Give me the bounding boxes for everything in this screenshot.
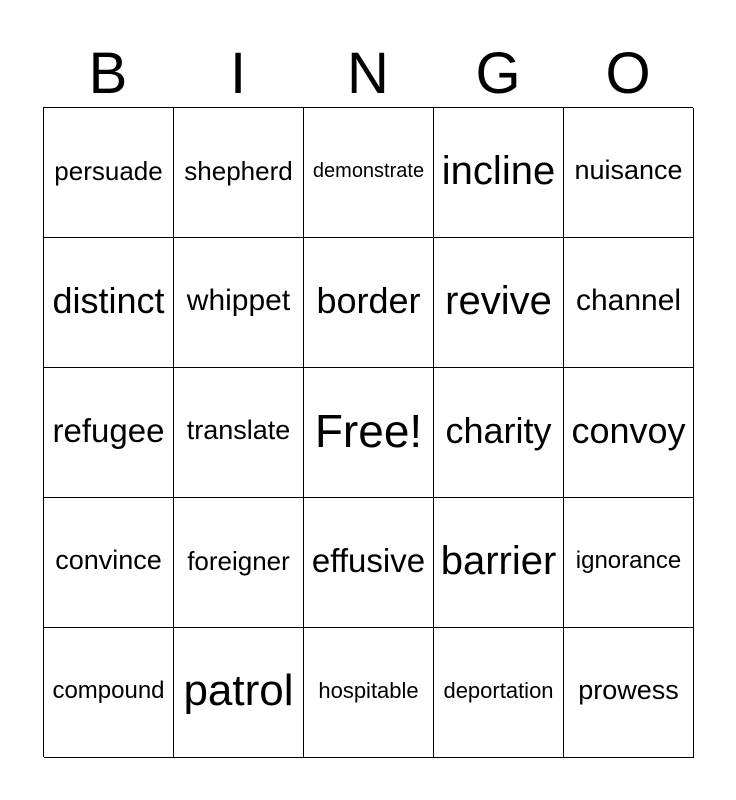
- bingo-cell[interactable]: hospitable: [304, 628, 434, 758]
- bingo-cell[interactable]: incline: [434, 108, 564, 238]
- header-letter-n: N: [347, 41, 389, 106]
- bingo-cell[interactable]: deportation: [434, 628, 564, 758]
- bingo-cell[interactable]: persuade: [44, 108, 174, 238]
- bingo-cell[interactable]: barrier: [434, 498, 564, 628]
- bingo-cell[interactable]: ignorance: [564, 498, 694, 628]
- bingo-cell[interactable]: demonstrate: [304, 108, 434, 238]
- bingo-cell[interactable]: refugee: [44, 368, 174, 498]
- bingo-cell[interactable]: nuisance: [564, 108, 694, 238]
- bingo-cell[interactable]: prowess: [564, 628, 694, 758]
- bingo-cell[interactable]: compound: [44, 628, 174, 758]
- bingo-cell[interactable]: shepherd: [174, 108, 304, 238]
- header-letter-o: O: [605, 41, 651, 106]
- bingo-cell[interactable]: channel: [564, 238, 694, 368]
- bingo-cell[interactable]: convoy: [564, 368, 694, 498]
- header-letter-g: G: [475, 41, 521, 106]
- bingo-cell[interactable]: foreigner: [174, 498, 304, 628]
- bingo-cell[interactable]: convince: [44, 498, 174, 628]
- free-space[interactable]: Free!: [304, 368, 434, 498]
- header-letter-i: I: [229, 41, 247, 106]
- header-letter-b: B: [88, 41, 128, 106]
- bingo-cell[interactable]: translate: [174, 368, 304, 498]
- bingo-board: [43, 107, 693, 757]
- bingo-cell[interactable]: charity: [434, 368, 564, 498]
- bingo-cell[interactable]: border: [304, 238, 434, 368]
- bingo-header: [43, 40, 693, 108]
- bingo-cell[interactable]: patrol: [174, 628, 304, 758]
- bingo-cell[interactable]: effusive: [304, 498, 434, 628]
- bingo-cell[interactable]: distinct: [44, 238, 174, 368]
- bingo-cell[interactable]: whippet: [174, 238, 304, 368]
- bingo-cell[interactable]: revive: [434, 238, 564, 368]
